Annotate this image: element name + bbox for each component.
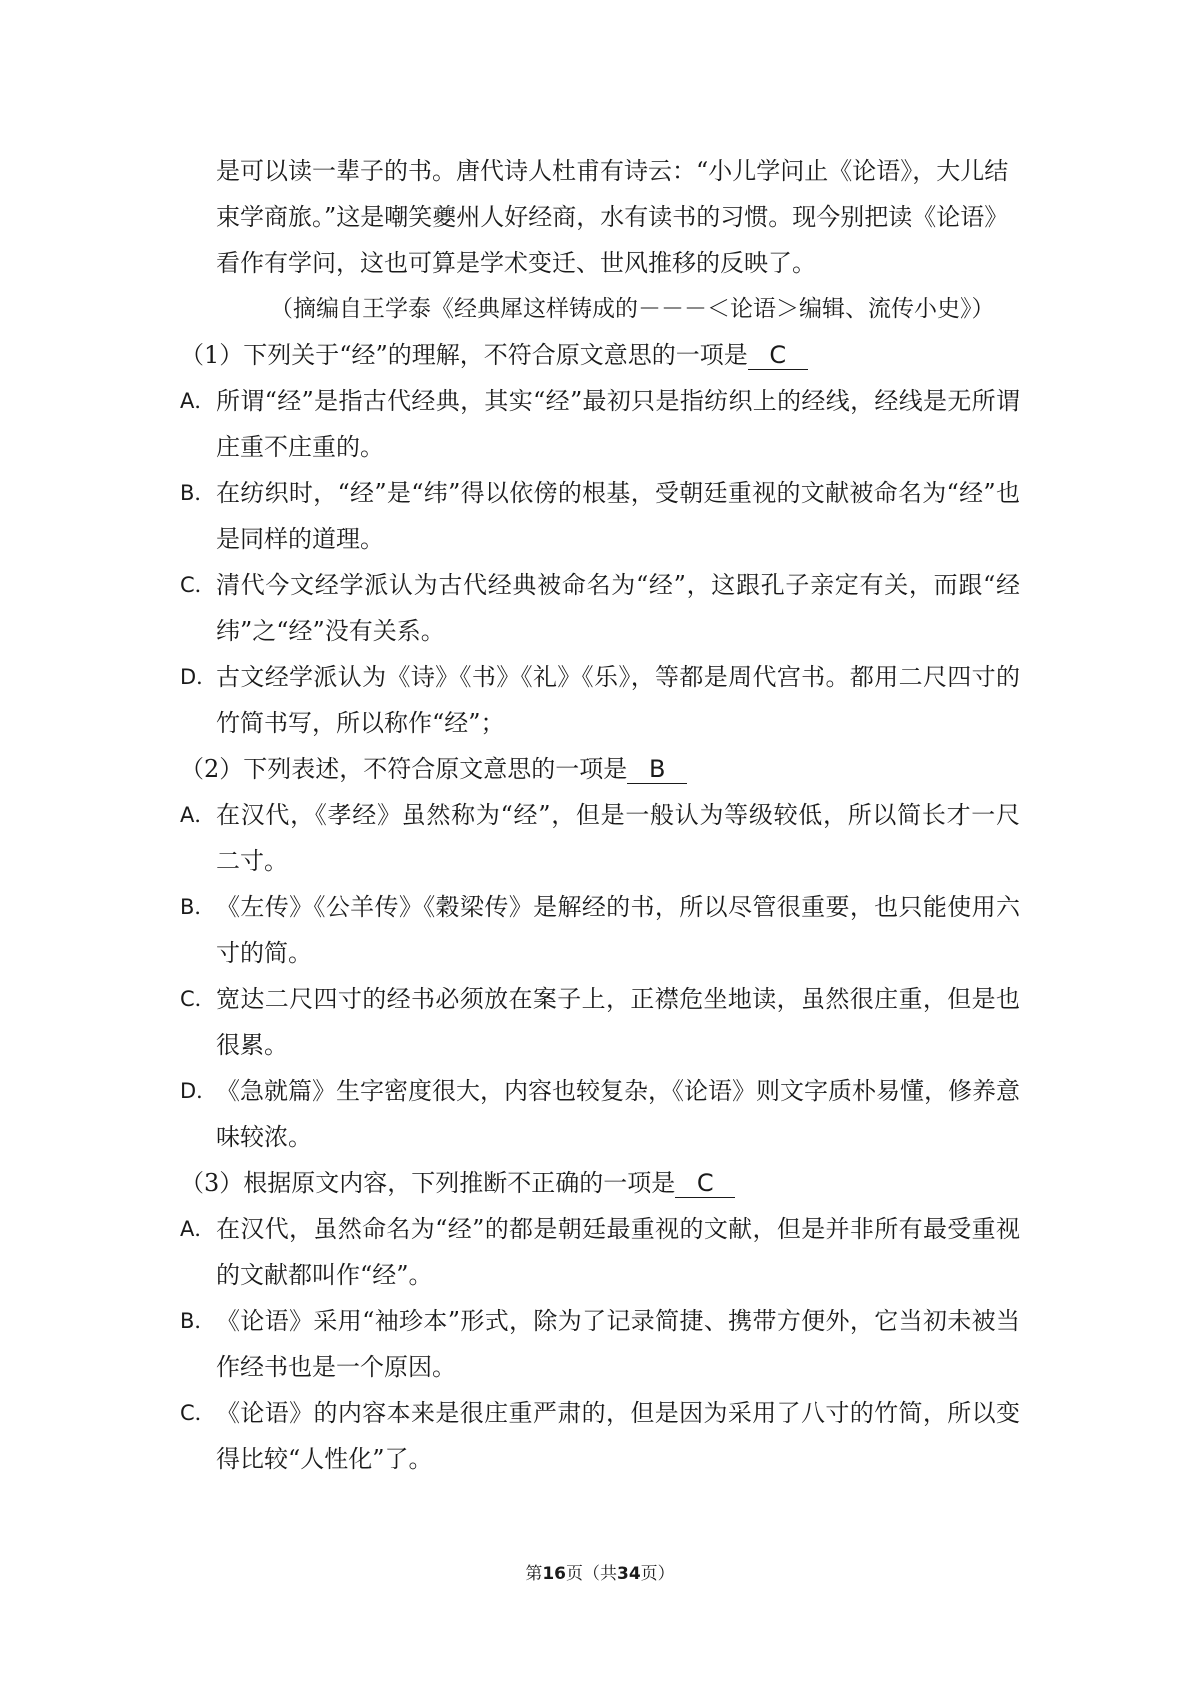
footer-middle: 页（共 bbox=[566, 1564, 617, 1584]
option-label: B． bbox=[180, 481, 216, 505]
option-label: A． bbox=[180, 803, 216, 827]
option-text: 宽达二尺四寸的经书必须放在案子上，正襟危坐地读，虽然很庄重，但是也很累。 bbox=[216, 985, 1020, 1059]
page-footer bbox=[0, 1562, 1200, 1586]
question-stem-text: （2）下列表述，不符合原文意思的一项是 bbox=[180, 755, 628, 783]
question-stem bbox=[180, 1160, 1020, 1206]
answer-blank: B bbox=[627, 755, 687, 784]
option-label: C． bbox=[180, 1401, 216, 1425]
option-text: 古文经学派认为《诗》《书》《礼》《乐》，等都是周代宫书。都用二尺四寸的竹简书写，所以称作“经”； bbox=[216, 663, 1020, 737]
footer-page-number: 16 bbox=[542, 1564, 566, 1584]
option-d bbox=[180, 1068, 1020, 1160]
footer-prefix: 第 bbox=[525, 1564, 543, 1584]
option-text: 所谓“经”是指古代经典，其实“经”最初只是指纺织上的经线，经线是无所谓庄重不庄重的。 bbox=[216, 387, 1020, 461]
option-text: 《左传》《公羊传》《穀梁传》是解经的书，所以尽管很重要，也只能使用六寸的简。 bbox=[216, 893, 1020, 967]
option-a bbox=[180, 1206, 1020, 1298]
option-text: 《急就篇》生字密度很大，内容也较复杂，《论语》则文字质朴易懂，修养意味较浓。 bbox=[216, 1077, 1020, 1151]
option-label: C． bbox=[180, 987, 216, 1011]
question-stem bbox=[180, 332, 1020, 378]
option-label: B． bbox=[180, 1309, 216, 1333]
option-label: A． bbox=[180, 389, 216, 413]
option-b bbox=[180, 470, 1020, 562]
option-text: 在汉代，《孝经》虽然称为“经”，但是一般认为等级较低，所以简长才一尺二寸。 bbox=[216, 801, 1020, 875]
option-label: B． bbox=[180, 895, 216, 919]
passage-source: （摘编自王学泰《经典犀这样铸成的－－－＜论语＞编辑、流传小史》） bbox=[270, 296, 995, 322]
option-b bbox=[180, 884, 1020, 976]
option-a bbox=[180, 378, 1020, 470]
option-label: D． bbox=[180, 665, 218, 689]
option-c bbox=[180, 976, 1020, 1068]
question-3 bbox=[180, 1160, 1020, 1482]
option-c bbox=[180, 562, 1020, 654]
option-text: 《论语》采用“袖珍本”形式，除为了记录简捷、携带方便外，它当初未被当作经书也是一个原因。 bbox=[216, 1307, 1020, 1381]
option-label: A． bbox=[180, 1217, 216, 1241]
question-2 bbox=[180, 746, 1020, 1160]
option-label: D． bbox=[180, 1079, 218, 1103]
question-stem-text: （3）根据原文内容，下列推断不正确的一项是 bbox=[180, 1169, 676, 1197]
option-text: 在纺织时，“经”是“纬”得以依傍的根基，受朝廷重视的文献被命名为“经”也是同样的道理。 bbox=[216, 479, 1020, 553]
option-text: 清代今文经学派认为古代经典被命名为“经”，这跟孔子亲定有关，而跟“经纬”之“经”没有关系。 bbox=[216, 571, 1020, 645]
option-b bbox=[180, 1298, 1020, 1390]
answer-blank: C bbox=[748, 341, 808, 370]
answer-blank: C bbox=[675, 1169, 735, 1198]
option-label: C． bbox=[180, 573, 216, 597]
question-1 bbox=[180, 332, 1020, 746]
option-a bbox=[180, 792, 1020, 884]
passage-paragraph: 是可以读一辈子的书。唐代诗人杜甫有诗云：“小儿学问止《论语》，大儿结束学商旅。”这是嘲笑夔州人好经商，水有读书的习惯。现今别把读《论语》看作有学问，这也可算是学术变迁、世风推移的反映了。 bbox=[216, 157, 1009, 277]
footer-suffix: 页） bbox=[640, 1564, 675, 1584]
footer-total-pages: 34 bbox=[617, 1564, 641, 1584]
option-c bbox=[180, 1390, 1020, 1482]
question-stem bbox=[180, 746, 1020, 792]
option-text: 《论语》的内容本来是很庄重严肃的，但是因为采用了八寸的竹简，所以变得比较“人性化”了。 bbox=[216, 1399, 1020, 1473]
option-d bbox=[180, 654, 1020, 746]
option-text: 在汉代，虽然命名为“经”的都是朝廷最重视的文献，但是并非所有最受重视的文献都叫作“经”。 bbox=[216, 1215, 1020, 1289]
question-stem-text: （1）下列关于“经”的理解，不符合原文意思的一项是 bbox=[180, 341, 748, 369]
document-body bbox=[180, 148, 1020, 1482]
